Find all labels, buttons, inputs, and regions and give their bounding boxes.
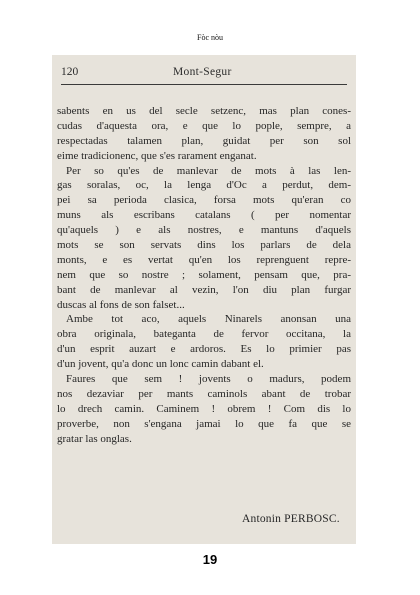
book-title: Mont-Segur: [173, 66, 232, 78]
scan-header: [61, 66, 345, 82]
scan-page-number: 120: [61, 66, 79, 78]
text-line: Per so qu'es de manlevar de mots à las len-: [66, 164, 351, 177]
text-line: sabents en us del secle setzenc, mas plan cones-: [57, 105, 351, 117]
text-line: d'un jovent, qu'a donc un lonc camin dabant el.: [57, 358, 264, 371]
text-line: mots se son servats dins los parlars de dela: [57, 239, 351, 252]
text-line: gas soralas, oc, la lenga d'Oc a perdut, dem-: [57, 179, 351, 192]
text-line: respectadas talamen plan, guidat per son sol: [57, 134, 351, 147]
text-line: gratar las onglas.: [57, 432, 132, 445]
text-line: eime tradicionenc, que s'es rarament enganat.: [57, 149, 257, 162]
text-line: nem que so nostre ; solament, pensam que, pra-: [57, 268, 351, 281]
text-line: monts, e es vertat qu'en los reprenguent repre-: [57, 253, 351, 266]
text-line: duscas al fons de son falset...: [57, 298, 185, 311]
text-line: muns als escribans catalans ( per nomentar: [57, 209, 351, 222]
text-line: qu'aquels ) e als nostres, e mantuns d'aquels: [57, 224, 351, 237]
text-line: cudas d'aquesta ora, e que lo pople, sempre, a: [57, 119, 351, 132]
body-text: [57, 104, 351, 446]
page-number: 19: [202, 552, 218, 567]
text-line: nos dezaviar per mants caminols abant de trobar: [57, 387, 351, 400]
text-line: obra originala, bateganta de fervor occitana, la: [57, 328, 351, 341]
text-line: Ambe tot aco, aquels Ninarels anonsan una: [66, 313, 351, 326]
text-line: lo drech camin. Caminem ! obrem ! Com dis lo: [57, 402, 351, 415]
header-rule: [61, 84, 347, 85]
scanned-page: [52, 55, 356, 544]
signature: Antonin PERBOSC.: [242, 513, 340, 525]
text-line: Faures que sem ! jovents o madurs, podem: [66, 373, 351, 386]
text-line: pei sa perioda clasica, forsa mots qu'eran co: [57, 194, 351, 207]
text-line: proverbe, non s'engana jamai lo que fa que se: [57, 417, 351, 430]
running-head: Fòc nòu: [197, 33, 223, 42]
text-line: bant de manlevar al vezin, l'on diu plan furgar: [57, 283, 351, 296]
text-line: d'un esprit auzart e ardoros. Es lo primier pas: [57, 343, 351, 356]
